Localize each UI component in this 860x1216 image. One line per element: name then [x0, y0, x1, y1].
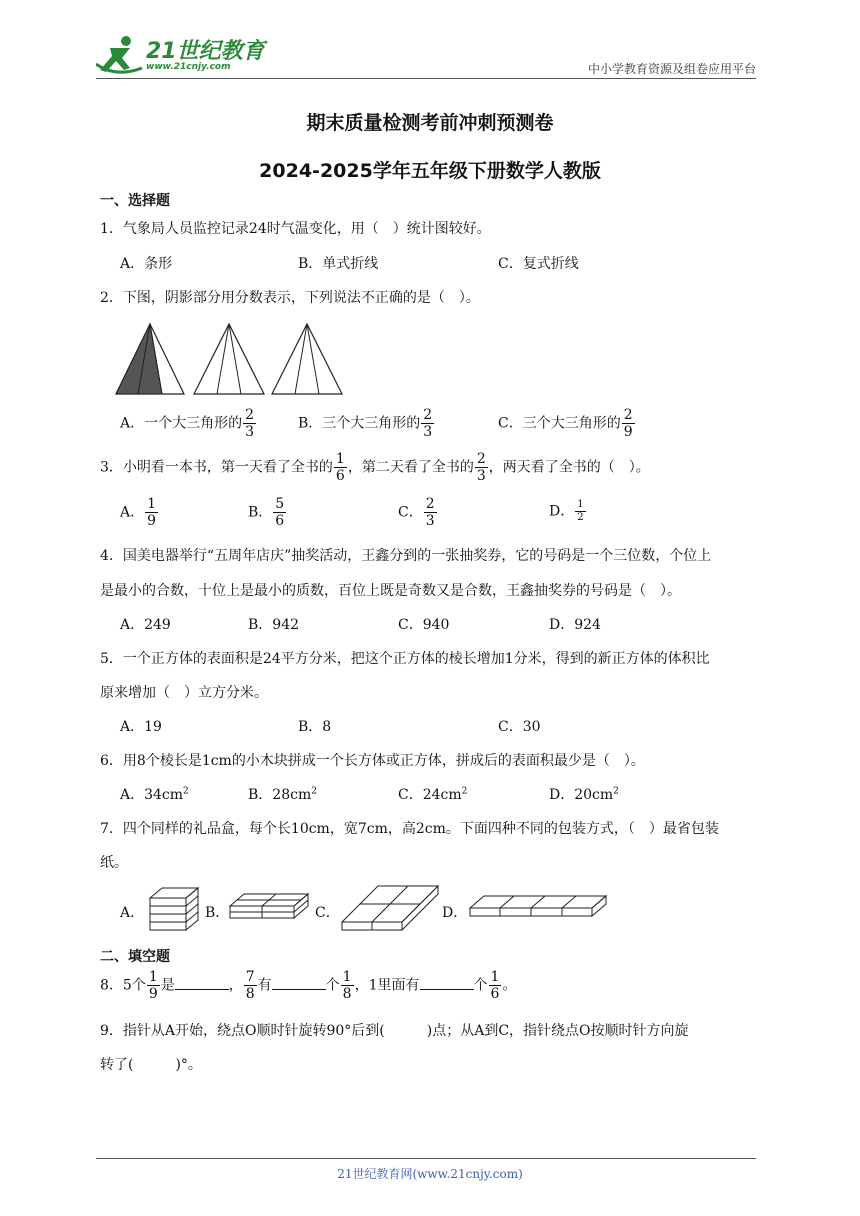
q7-figure-a-stacked-boxes [146, 886, 202, 932]
question-3: 3．小明看一本书，第一天看了全书的 $\frac{1}{6}$ ，第二天看了全书的 $\frac{2}{3}$ ，两天看了全书的（ ）。 [100, 451, 650, 484]
q7-option-b: B． [205, 905, 230, 921]
footer-divider [96, 1158, 756, 1159]
q8-blank-1[interactable] [175, 977, 229, 990]
title-line2: 2024-2025学年五年级下册数学人教版 [259, 160, 601, 182]
q6-option-b: B．$28cm^2$ [248, 786, 317, 803]
q4-option-d: D．924 [549, 617, 601, 633]
q6-option-c: C．$24cm^2$ [398, 786, 468, 803]
question-2: 2．下图，阴影部分用分数表示，下列说法不正确的是（ ）。 [100, 290, 480, 306]
header-divider [96, 78, 756, 79]
header-platform-text: 中小学教育资源及组卷应用平台 [587, 62, 756, 76]
q3-option-d: D． $\frac{1}{2}$ [549, 499, 584, 523]
q1-option-a: A．条形 [120, 256, 173, 272]
q3-option-b: B． $\frac{5}{6}$ [248, 496, 285, 529]
question-8: 8．5个 $\frac{1}{9}$ 是 ， $\frac{7}{8}$ 有 个 $\frac{1}{8}$ ，1里面有 个 $\frac{1}{6}$ 。 [100, 969, 517, 1002]
triangles-figure [114, 322, 346, 396]
section-fill-heading: 二、填空题 [100, 949, 170, 965]
question-7-line2: 纸。 [100, 855, 128, 871]
question-7-line1: 7．四个同样的礼品盒，每个长10cm，宽7cm，高2cm。下面四种不同的包装方式，（ ）最省包装 [100, 821, 719, 837]
question-4-line2: 是最小的合数，十位上是最小的质数，百位上既是奇数又是合数，王鑫抽奖券的号码是（ ）。 [100, 583, 681, 599]
question-6: 6．用8个棱长是1cm的小木块拼成一个长方体或正方体，拼成后的表面积最少是（ ）。 [100, 753, 645, 769]
q4-option-a: A．249 [120, 617, 171, 633]
q5-option-b: B．8 [298, 719, 332, 735]
question-1: 1．气象局人员监控记录24时气温变化，用（ ）统计图较好。 [100, 221, 491, 237]
q2-option-a: A．一个大三角形的 $\frac{2}{3}$ [120, 407, 255, 440]
q7-figure-d-row-boxes [466, 892, 610, 920]
q7-option-a: A． [120, 905, 145, 921]
logo-url-text: www.21cnjy.com [146, 62, 231, 72]
q3-option-c: C． $\frac{2}{3}$ [398, 496, 435, 529]
logo-brand-text: 21世纪教育 [146, 39, 265, 64]
q7-option-c: C． [315, 905, 340, 921]
question-5-line2: 原来增加（ ）立方分米。 [100, 685, 268, 701]
footer-text: 21世纪教育网(www.21cnjy.com) [337, 1167, 523, 1181]
q4-option-c: C．940 [398, 617, 450, 633]
q5-option-c: C．30 [498, 719, 541, 735]
q6-option-d: D．$20cm^2$ [549, 786, 619, 803]
q6-option-a: A．$34cm^2$ [120, 786, 189, 803]
q7-figure-b-flat-boxes [226, 892, 312, 922]
q1-option-c: C．复式折线 [498, 256, 579, 272]
q2-option-c: C．三个大三角形的 $\frac{2}{9}$ [498, 407, 633, 440]
question-9-line1: 9．指针从A开始，绕点O顺时针旋转90°后到( )点；从A到C，指针绕点O按顺时针方向旋 [100, 1023, 689, 1039]
runner-logo-icon [96, 34, 144, 78]
q8-blank-2[interactable] [272, 977, 326, 990]
question-9-line2: 转了( )°。 [100, 1057, 202, 1073]
section-choice-heading: 一、选择题 [100, 193, 170, 209]
q7-option-d: D． [442, 905, 468, 921]
q5-option-a: A．19 [120, 719, 162, 735]
q3-option-a: A． $\frac{1}{9}$ [120, 496, 157, 529]
question-5-line1: 5．一个正方体的表面积是24平方分米，把这个正方体的棱长增加1分米，得到的新正方体的体积比 [100, 651, 710, 667]
logo [96, 34, 266, 80]
title-line1: 期末质量检测考前冲刺预测卷 [306, 112, 554, 134]
q4-option-b: B．942 [248, 617, 300, 633]
q2-option-b: B．三个大三角形的 $\frac{2}{3}$ [298, 407, 433, 440]
q8-blank-3[interactable] [420, 977, 474, 990]
question-4-line1: 4．国美电器举行“五周年店庆”抽奖活动，王鑫分到的一张抽奖券，它的号码是一个三位数，个位上 [100, 548, 712, 564]
q7-figure-c-grid-boxes [338, 884, 442, 934]
q1-option-b: B．单式折线 [298, 256, 379, 272]
